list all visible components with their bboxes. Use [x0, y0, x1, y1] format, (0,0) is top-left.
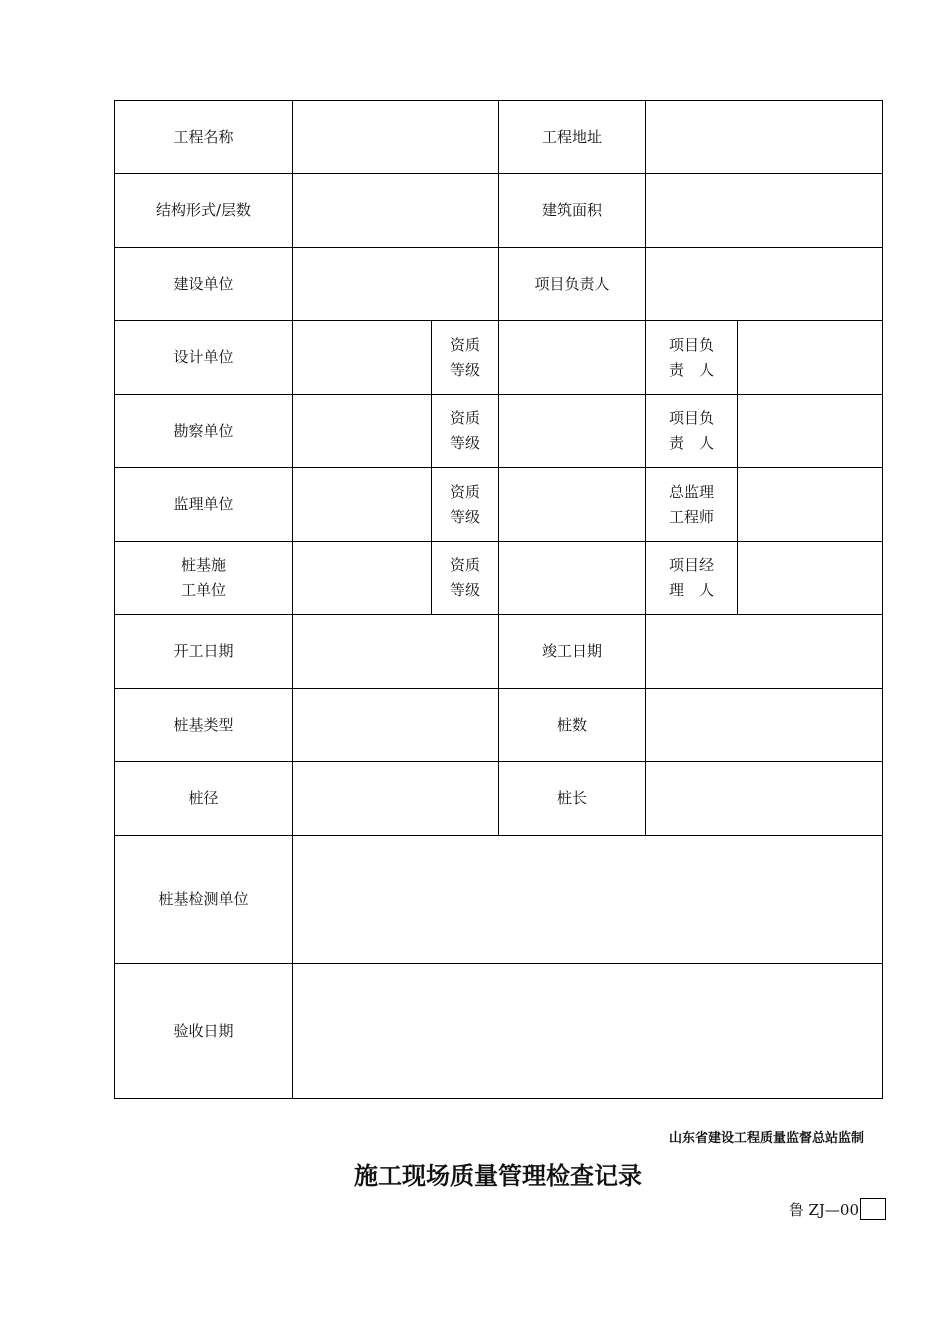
- pile-test-unit-field[interactable]: [293, 836, 883, 964]
- table-row: [115, 101, 883, 174]
- start-date-label: 开工日期: [115, 615, 293, 689]
- pile-type-field[interactable]: [293, 689, 499, 762]
- label-line: 资质: [449, 556, 480, 574]
- pile-builder-label: [115, 542, 293, 615]
- pile-length-label: 桩长: [499, 762, 646, 836]
- pile-count-field[interactable]: [646, 689, 883, 762]
- survey-unit-label: 勘察单位: [115, 395, 293, 468]
- label-line: 理 人: [668, 581, 714, 599]
- table-row: [115, 689, 883, 762]
- chief-supervisor-label: [646, 468, 738, 542]
- label-line: 等级: [449, 360, 480, 379]
- supervision-unit-field[interactable]: [293, 468, 432, 542]
- table-row: [115, 542, 883, 615]
- label-line: 等级: [449, 434, 480, 452]
- pile-length-field[interactable]: [646, 762, 883, 836]
- supervision-qualification-label: [432, 468, 499, 542]
- design-unit-label: 设计单位: [115, 321, 293, 395]
- start-date-field[interactable]: [293, 615, 499, 689]
- table-row: [115, 468, 883, 542]
- pile-qualification-label: [432, 542, 499, 615]
- completion-date-label: 竣工日期: [499, 615, 646, 689]
- pile-diameter-label: 桩径: [115, 762, 293, 836]
- survey-head-label: [646, 395, 738, 468]
- project-address-field[interactable]: [646, 101, 883, 174]
- survey-qualification-label: [432, 395, 499, 468]
- table-row: [115, 615, 883, 689]
- design-head-label: [646, 321, 738, 395]
- label-line: 责 人: [668, 360, 714, 379]
- survey-unit-field[interactable]: [293, 395, 432, 468]
- pile-qualification-field[interactable]: [499, 542, 646, 615]
- label-line: 责 人: [668, 434, 714, 452]
- table-row: [115, 836, 883, 964]
- label-line: 工单位: [180, 581, 226, 599]
- pile-diameter-field[interactable]: [293, 762, 499, 836]
- acceptance-date-field[interactable]: [293, 964, 883, 1099]
- completion-date-field[interactable]: [646, 615, 883, 689]
- pile-type-label: 桩基类型: [115, 689, 293, 762]
- project-manager-label: [646, 542, 738, 615]
- building-area-label: 建筑面积: [499, 174, 646, 248]
- table-row: [115, 964, 883, 1099]
- supervision-qualification-field[interactable]: [499, 468, 646, 542]
- label-line: 工程师: [668, 507, 714, 526]
- table-row: [115, 762, 883, 836]
- survey-head-field[interactable]: [738, 395, 883, 468]
- structure-floors-label: 结构形式/层数: [115, 174, 293, 248]
- design-qualification-field[interactable]: [499, 321, 646, 395]
- table-row: [115, 395, 883, 468]
- form-code-box[interactable]: [860, 1198, 886, 1220]
- chief-supervisor-field[interactable]: [738, 468, 883, 542]
- pile-count-label: 桩数: [499, 689, 646, 762]
- construction-unit-label: 建设单位: [115, 248, 293, 321]
- page-title: 施工现场质量管理检查记录: [354, 1162, 642, 1190]
- label-line: 项目负: [668, 409, 714, 427]
- label-line: 总监理: [668, 482, 714, 501]
- project-name-field[interactable]: [293, 101, 499, 174]
- project-address-label: 工程地址: [499, 101, 646, 174]
- label-line: 等级: [449, 507, 480, 526]
- label-line: 桩基施: [180, 556, 226, 574]
- design-unit-field[interactable]: [293, 321, 432, 395]
- supervisor-note: 山东省建设工程质量监督总站监制: [668, 1131, 864, 1146]
- pile-test-unit-label: 桩基检测单位: [115, 836, 293, 964]
- construction-unit-field[interactable]: [293, 248, 499, 321]
- project-info-table: [114, 100, 883, 1099]
- pile-builder-field[interactable]: [293, 542, 432, 615]
- building-area-field[interactable]: [646, 174, 883, 248]
- acceptance-date-label: 验收日期: [115, 964, 293, 1099]
- table-row: [115, 174, 883, 248]
- label-line: 等级: [449, 581, 480, 599]
- table-row: [115, 321, 883, 395]
- structure-floors-field[interactable]: [293, 174, 499, 248]
- project-manager-field[interactable]: [738, 542, 883, 615]
- label-line: 资质: [449, 409, 480, 427]
- survey-qualification-field[interactable]: [499, 395, 646, 468]
- design-head-field[interactable]: [738, 321, 883, 395]
- design-qualification-label: [432, 321, 499, 395]
- label-line: 项目负: [668, 335, 714, 354]
- label-line: 资质: [449, 335, 480, 354]
- label-line: 项目经: [668, 556, 714, 574]
- table-row: [115, 248, 883, 321]
- project-lead-label: 项目负责人: [499, 248, 646, 321]
- form-code-text: 鲁 ZJ—00: [788, 1200, 859, 1219]
- label-line: 资质: [449, 482, 480, 501]
- form-code: [789, 1198, 886, 1220]
- project-name-label: 工程名称: [115, 101, 293, 174]
- supervision-unit-label: 监理单位: [115, 468, 293, 542]
- project-lead-field[interactable]: [646, 248, 883, 321]
